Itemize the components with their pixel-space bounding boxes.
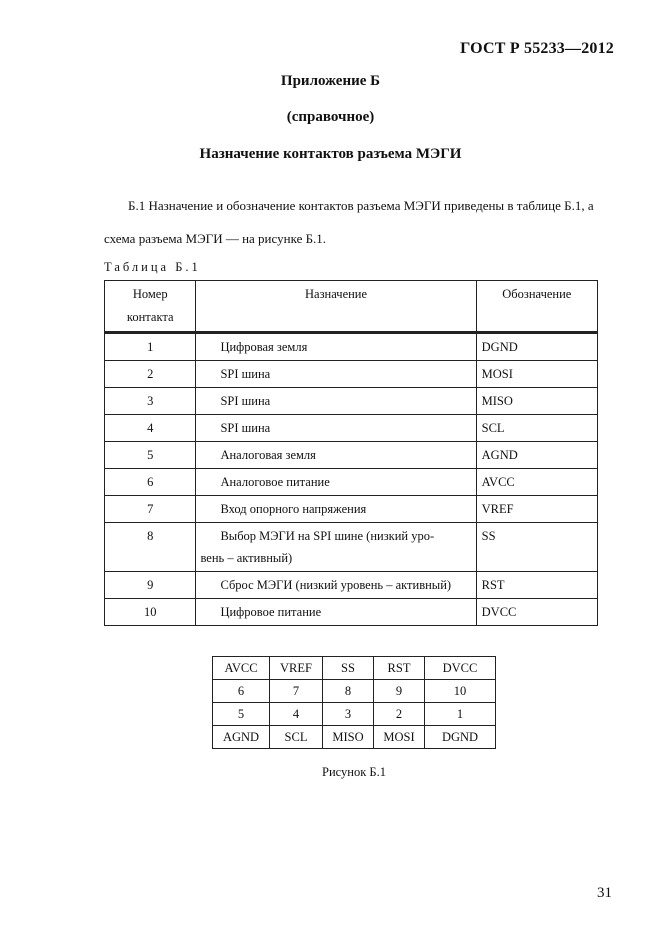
pin-cell: AVCC <box>213 657 270 680</box>
contacts-table <box>104 280 598 626</box>
cell-purpose: Аналоговое питание <box>196 469 476 496</box>
table-row <box>105 361 598 388</box>
cell-number: 2 <box>105 361 196 388</box>
pin-cell: MISO <box>323 726 374 749</box>
appendix-note: (справочное) <box>286 109 375 125</box>
pin-cell: RST <box>374 657 425 680</box>
pin-cell: 7 <box>270 680 323 703</box>
cell-code: VREF <box>476 496 597 523</box>
pin-cell: SS <box>323 657 374 680</box>
table-row <box>105 523 598 572</box>
cell-number: 9 <box>105 572 196 599</box>
pin-row <box>213 657 496 680</box>
cell-purpose: Аналоговая земля <box>196 442 476 469</box>
table-row <box>105 333 598 361</box>
pin-cell: 6 <box>213 680 270 703</box>
cell-code: AVCC <box>476 469 597 496</box>
paragraph-line-2: схема разъема МЭГИ — на рисунке Б.1. <box>104 231 327 246</box>
header-num-line1: Номер <box>132 287 168 301</box>
cell-number: 3 <box>105 388 196 415</box>
cell-code: SS <box>476 523 597 572</box>
pin-cell: VREF <box>270 657 323 680</box>
cell-purpose: SPI шина <box>196 361 476 388</box>
cell-number: 8 <box>105 523 196 572</box>
appendix-title: Приложение Б <box>280 73 381 89</box>
connector-pin-diagram <box>212 656 496 749</box>
paragraph-line-1: Б.1 Назначение и обозначение контактов разъема МЭГИ приведены в таблице Б.1, а <box>128 198 594 213</box>
table-row <box>105 469 598 496</box>
cell-code: DVCC <box>476 599 597 626</box>
pin-cell: 4 <box>270 703 323 726</box>
pin-cell: 9 <box>374 680 425 703</box>
cell-number: 7 <box>105 496 196 523</box>
header-num-line2: контакта <box>126 310 174 324</box>
table-caption: Таблица Б.1 <box>104 260 201 274</box>
table-row <box>105 388 598 415</box>
pin-row <box>213 703 496 726</box>
pin-row <box>213 680 496 703</box>
pin-cell: 3 <box>323 703 374 726</box>
page-number: 31 <box>597 885 612 901</box>
cell-code: RST <box>476 572 597 599</box>
pin-cell: 8 <box>323 680 374 703</box>
table-row <box>105 496 598 523</box>
cell-code: DGND <box>476 333 597 361</box>
pin-cell: DVCC <box>425 657 496 680</box>
cell-purpose-line2: вень – активный) <box>200 551 293 565</box>
pin-cell: 2 <box>374 703 425 726</box>
header-contact-number <box>105 281 196 333</box>
pin-cell: 10 <box>425 680 496 703</box>
cell-purpose <box>196 523 476 572</box>
cell-purpose: SPI шина <box>196 388 476 415</box>
cell-number: 4 <box>105 415 196 442</box>
pin-cell: DGND <box>425 726 496 749</box>
cell-purpose: Цифровая земля <box>196 333 476 361</box>
cell-number: 6 <box>105 469 196 496</box>
pin-cell: MOSI <box>374 726 425 749</box>
cell-code: SCL <box>476 415 597 442</box>
pin-cell: 1 <box>425 703 496 726</box>
table-row <box>105 415 598 442</box>
cell-purpose: Цифровое питание <box>196 599 476 626</box>
section-title: Назначение контактов разъема МЭГИ <box>199 146 462 162</box>
document-code: ГОСТ Р 55233—2012 <box>460 40 614 57</box>
pin-row <box>213 726 496 749</box>
cell-purpose: Вход опорного напряжения <box>196 496 476 523</box>
cell-code: MOSI <box>476 361 597 388</box>
pin-cell: 5 <box>213 703 270 726</box>
pin-cell: SCL <box>270 726 323 749</box>
table-row <box>105 442 598 469</box>
cell-purpose-line1: Выбор МЭГИ на SPI шине (низкий уро- <box>220 529 435 543</box>
cell-purpose: Сброс МЭГИ (низкий уровень – активный) <box>196 572 476 599</box>
cell-number: 5 <box>105 442 196 469</box>
table-header-row <box>105 281 598 333</box>
header-code: Обозначение <box>476 281 597 333</box>
cell-number: 1 <box>105 333 196 361</box>
figure-caption: Рисунок Б.1 <box>322 765 386 779</box>
pin-cell: AGND <box>213 726 270 749</box>
cell-purpose: SPI шина <box>196 415 476 442</box>
header-purpose: Назначение <box>196 281 476 333</box>
cell-code: AGND <box>476 442 597 469</box>
cell-number: 10 <box>105 599 196 626</box>
table-row <box>105 599 598 626</box>
table-row <box>105 572 598 599</box>
cell-code: MISO <box>476 388 597 415</box>
